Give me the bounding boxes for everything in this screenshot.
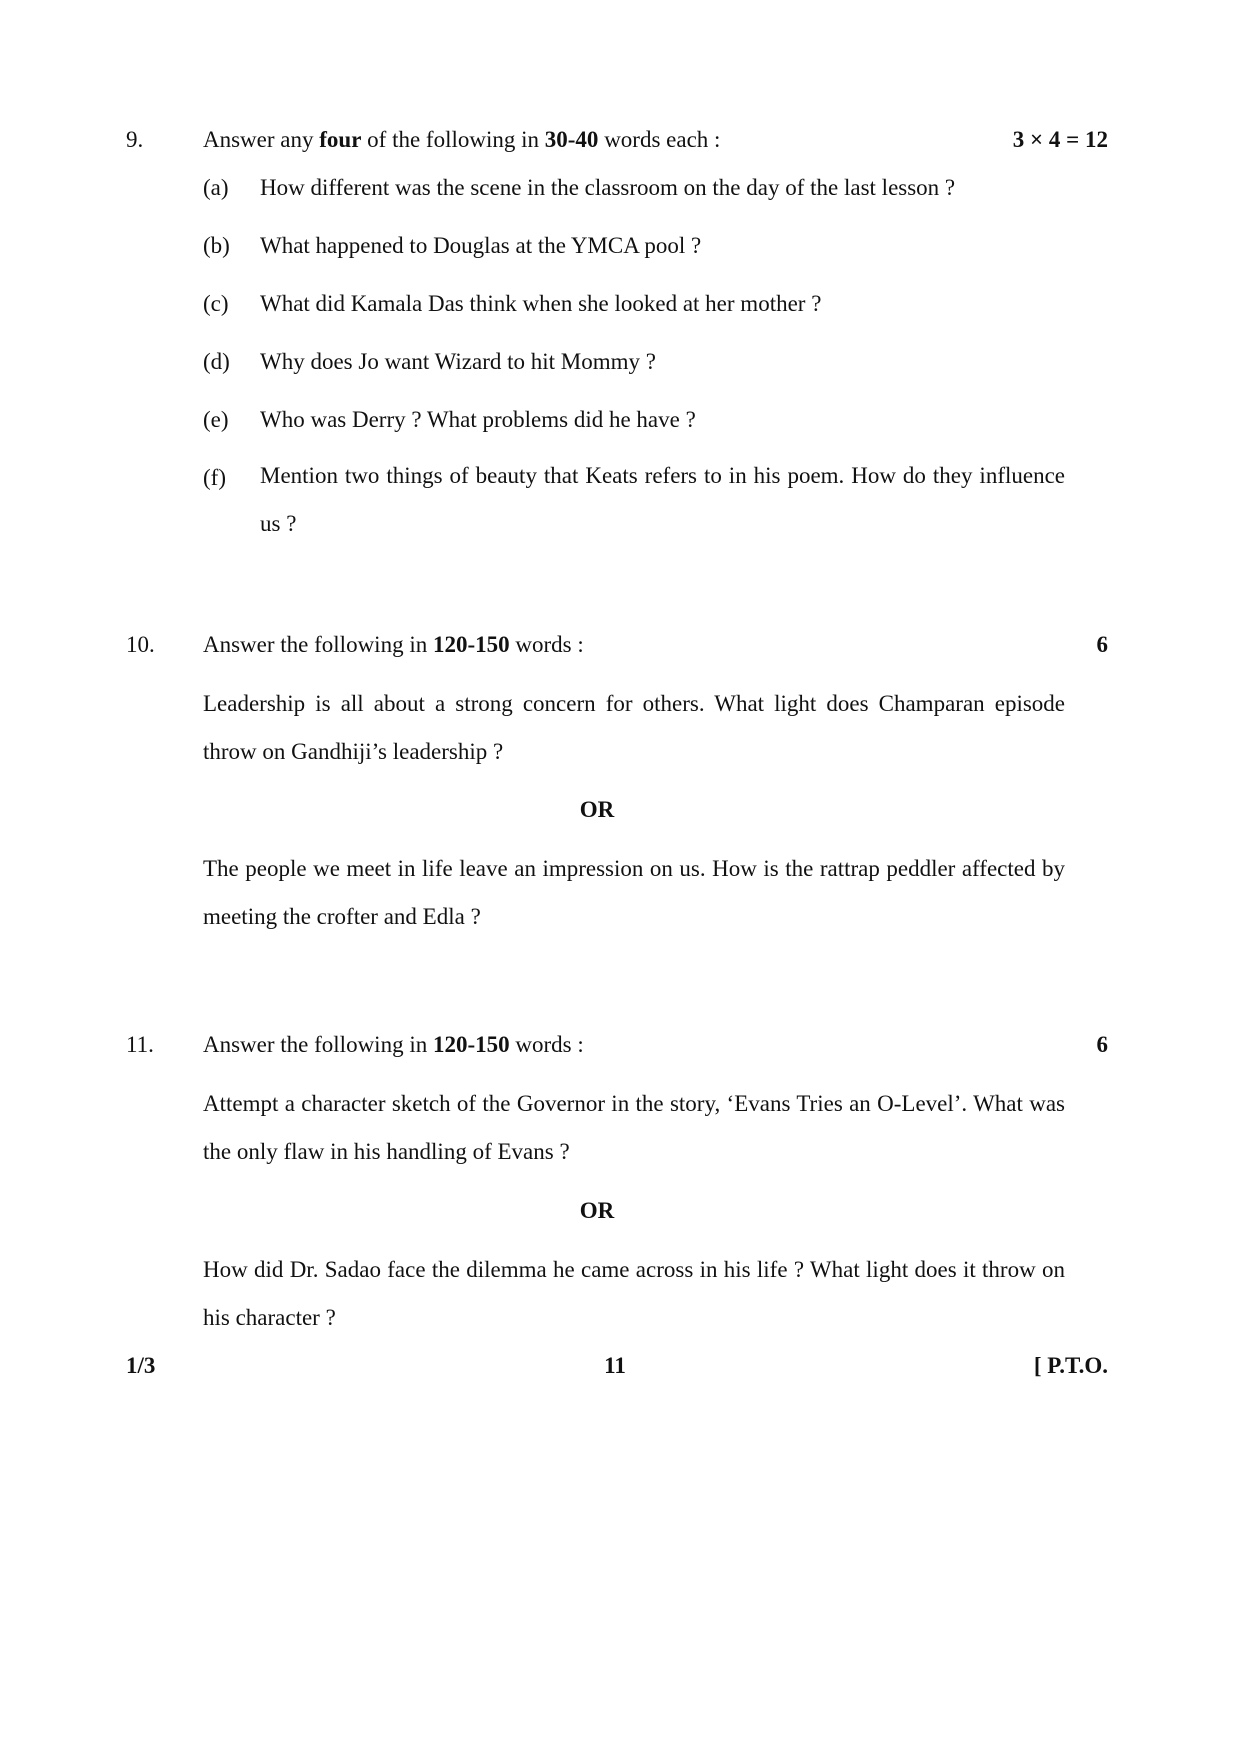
footer-pto: [ P.T.O.: [1033, 1353, 1108, 1378]
footer-page-number: 11: [604, 1353, 626, 1378]
question-9-part-label: (f): [203, 465, 226, 490]
question-10-option-1: Leadership is all about a strong concern for others. What light does Champaran episode throw on Gandhiji’s leadership ?: [203, 691, 1065, 764]
question-10-or: OR: [579, 797, 615, 822]
question-9-part-label: (c): [203, 291, 229, 316]
question-9-part-label: (a): [203, 175, 229, 200]
question-9-part-label: (b): [203, 233, 230, 258]
question-9-part-text: Who was Derry ? What problems did he have ?: [260, 407, 696, 432]
question-11-number: 11.: [126, 1032, 154, 1057]
question-9-part-text: What did Kamala Das think when she looked at her mother ?: [260, 291, 822, 316]
question-9-part-text: What happened to Douglas at the YMCA pool ?: [260, 233, 702, 258]
question-9-part-text: Mention two things of beauty that Keats refers to in his poem. How do they influence us ?: [260, 463, 1065, 536]
question-11-or: OR: [579, 1198, 615, 1223]
question-10-number: 10.: [126, 632, 155, 657]
question-11-option-1: Attempt a character sketch of the Governor in the story, ‘Evans Tries an O-Level’. What was the only flaw in his handling of Evans ?: [203, 1091, 1065, 1164]
question-9-part-text: Why does Jo want Wizard to hit Mommy ?: [260, 349, 656, 374]
question-11-marks: 6: [1096, 1032, 1108, 1057]
question-9-part-label: (e): [203, 407, 229, 432]
question-9-part-text: How different was the scene in the classroom on the day of the last lesson ?: [260, 175, 956, 200]
question-9-number: 9.: [126, 127, 144, 152]
footer-paper-code: 1/3: [126, 1353, 156, 1378]
question-9-stem: Answer any four of the following in 30-40 words each :: [203, 127, 721, 152]
question-10-marks: 6: [1096, 632, 1108, 657]
question-11-option-2: How did Dr. Sadao face the dilemma he came across in his life ? What light does it throw on his character ?: [203, 1257, 1065, 1330]
question-10-option-2: The people we meet in life leave an impression on us. How is the rattrap peddler affected by meeting the crofter and Edla ?: [203, 856, 1065, 929]
question-9-part-label: (d): [203, 349, 230, 374]
question-11-stem: Answer the following in 120-150 words :: [203, 1032, 584, 1057]
question-10-stem: Answer the following in 120-150 words :: [203, 632, 584, 657]
question-9-marks: 3 × 4 = 12: [1012, 127, 1108, 152]
